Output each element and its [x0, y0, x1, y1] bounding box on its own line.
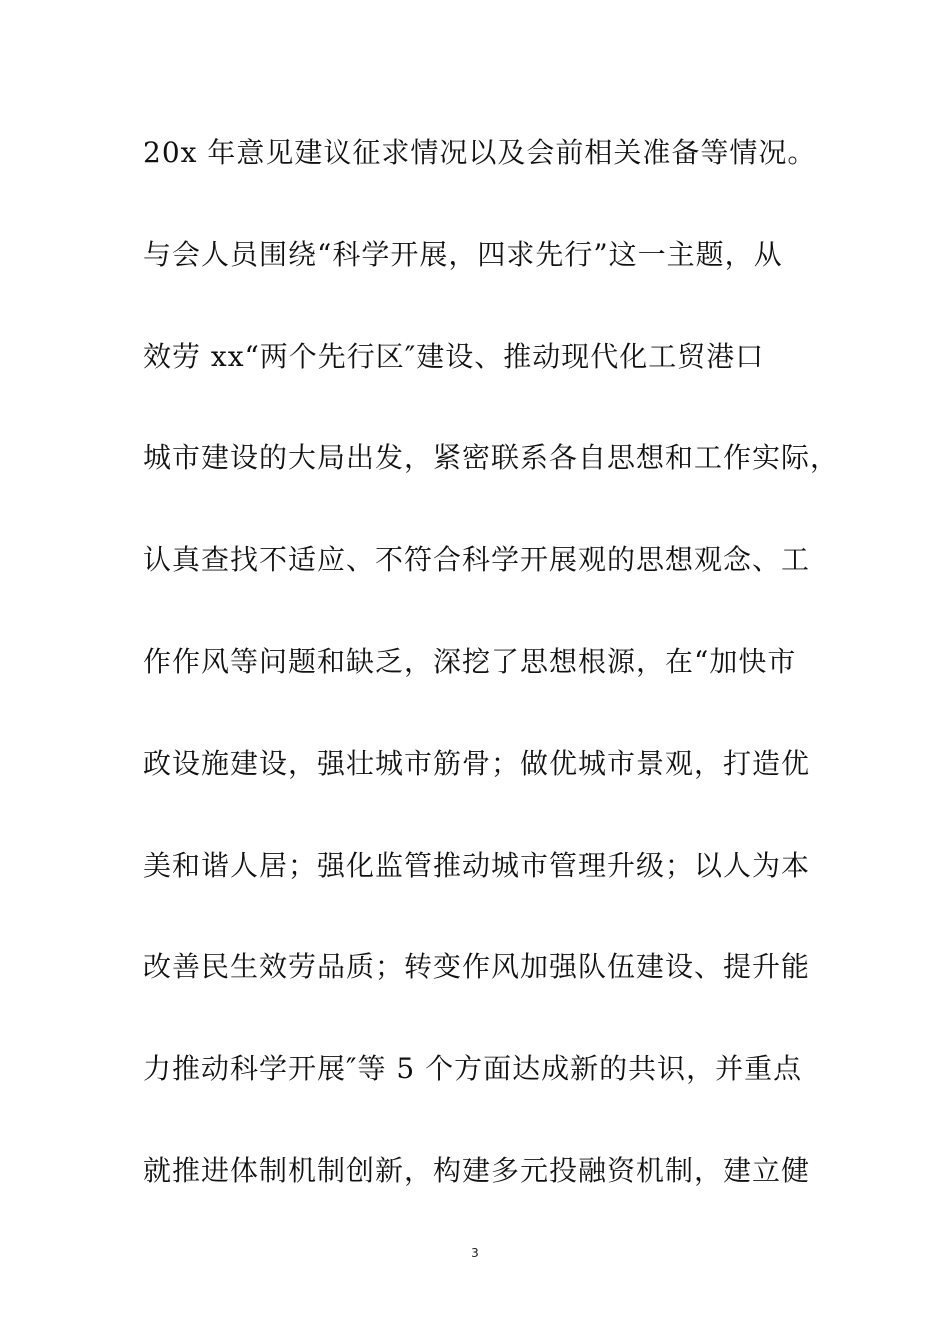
text-line: 与会人员围绕“科学开展，四求先行”这一主题，从	[143, 237, 783, 271]
text-line: 20x 年意见建议征求情况以及会前相关准备等情况。	[143, 136, 817, 169]
text-line: 力推动科学开展″等 5 个方面达成新的共识，并重点	[143, 1052, 803, 1086]
page-number: 3	[471, 1246, 479, 1260]
text-line: 政设施建设，强壮城市筋骨；做优城市景观，打造优	[143, 746, 811, 780]
text-line: 美和谐人居；强化监管推动城市管理升级；以人为本	[143, 848, 811, 882]
text-line: 改善民生效劳品质；转变作风加强队伍建设、提升能	[143, 950, 811, 984]
text-line: 就推进体制机制创新，构建多元投融资机制，建立健	[143, 1153, 811, 1187]
text-line: 作作风等问题和缺乏，深挖了思想根源，在“加快市	[143, 644, 797, 678]
text-line: 城市建设的大局出发，紧密联系各自思想和工作实际，	[143, 441, 840, 475]
text-line: 效劳 xx“两个先行区″建设、推动现代化工贸港口	[143, 339, 765, 373]
body-text	[143, 128, 843, 1248]
text-line: 认真查找不适应、不符合科学开展观的思想观念、工	[143, 543, 811, 577]
